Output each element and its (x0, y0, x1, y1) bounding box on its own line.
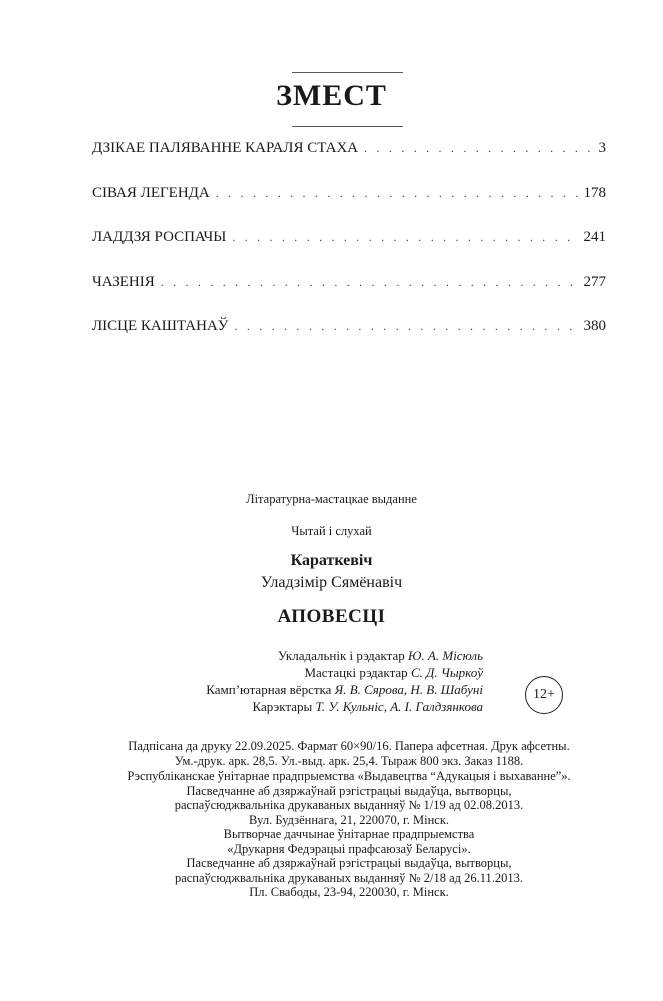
toc-entry-label: СІВАЯ ЛЕГЕНДА (92, 184, 210, 201)
author-surname: Караткевіч (290, 552, 373, 569)
credit-line (180, 647, 483, 664)
toc-entry[interactable] (92, 274, 606, 319)
credit-name: Ю. А. Місюль (408, 648, 483, 663)
toc-entry-page: 3 (598, 140, 606, 156)
credit-name: Я. В. Сярова, Н. В. Шабуні (334, 682, 483, 697)
credit-line (180, 664, 483, 681)
title-rule-top (292, 72, 403, 73)
colophon-line: «Друкарня Федэрацыі прафсаюзаў Беларусі». (227, 841, 471, 856)
colophon-line: распаўсюджвальніка друкаваных выданняў № 1/19 ад 02.08.2013. (174, 798, 524, 812)
toc-entry-page: 178 (583, 184, 606, 201)
colophon-line: Ум.-друк. арк. 28,5. Ул.-выд. арк. 25,4. Тыраж 800 экз. Заказ 1188. (174, 753, 524, 768)
toc-leader-dots (216, 186, 578, 201)
age-rating-badge: 12+ (525, 676, 563, 714)
credit-line (180, 698, 483, 715)
toc-entry-label: ЧАЗЕНІЯ (92, 273, 155, 290)
colophon-line: Вытворчае даччынае ўнітарнае прадпрыемства (223, 827, 475, 841)
toc-leader-dots (364, 141, 592, 156)
colophon-line: Пасведчанне аб дзяржаўнай рэгістрацыі выдаўца, вытворцы, (186, 783, 512, 798)
table-of-contents (92, 140, 606, 363)
series-label: Літаратурна-мастацкае выданне (246, 492, 417, 506)
credit-role: Камп’ютарная вёрстка (206, 682, 332, 697)
toc-leader-dots (232, 230, 577, 245)
toc-entry[interactable] (92, 140, 606, 185)
credit-name: Т. У. Кульніс, А. І. Галдзянкова (315, 699, 483, 714)
colophon-line: Пасведчанне аб дзяржаўнай рэгістрацыі выдаўца, вытворцы, (186, 856, 512, 870)
toc-entry-page: 380 (583, 318, 606, 334)
colophon-line: Пл. Свабоды, 23-94, 220030, г. Мінск. (249, 885, 449, 899)
toc-entry-label: ЛАДДЗЯ РОСПАЧЫ (92, 229, 227, 245)
author-name: Уладзімір Сямёнавіч (260, 574, 403, 591)
colophon-line: Рэспубліканскае ўнітарнае прадпрыемства «Выдавецтва “Адукацыя і выхаванне”». (127, 769, 571, 783)
toc-entry[interactable] (92, 185, 606, 230)
toc-entry[interactable] (92, 229, 606, 274)
colophon-line: Падпісана да друку 22.09.2025. Фармат 60×90/16. Папера афсетная. Друк афсетны. (128, 739, 570, 753)
publisher-details (92, 769, 606, 827)
colophon-line: Вул. Будзённага, 21, 220070, г. Мінск. (248, 812, 450, 827)
toc-entry-label: ЛІСЦЕ КАШТАНАЎ (92, 318, 229, 334)
credit-role: Мастацкі рэдактар (304, 665, 408, 680)
book-title: АПОВЕСЦІ (277, 606, 386, 627)
printer-details (92, 827, 606, 900)
toc-leader-dots (161, 275, 578, 290)
print-details (92, 739, 606, 768)
subseries-label: Чытай і слухай (291, 524, 372, 538)
credit-role: Укладальнік і рэдактар (277, 648, 405, 663)
credit-role: Карэктары (252, 699, 313, 714)
toc-entry-page: 241 (583, 229, 606, 245)
colophon-line: распаўсюджвальніка друкаваных выданняў № 2/18 ад 26.11.2013. (174, 870, 524, 885)
toc-entry-label: ДЗІКАЕ ПАЛЯВАННЕ КАРАЛЯ СТАХА (92, 140, 359, 156)
credits-block (180, 647, 483, 715)
toc-leader-dots (234, 319, 577, 334)
credit-name: С. Д. Чыркоў (410, 665, 483, 680)
credit-line (180, 681, 483, 698)
toc-title: ЗМЕСТ (276, 79, 387, 112)
toc-entry-page: 277 (583, 273, 606, 290)
toc-entry[interactable] (92, 318, 606, 363)
title-rule-bottom (292, 126, 403, 127)
